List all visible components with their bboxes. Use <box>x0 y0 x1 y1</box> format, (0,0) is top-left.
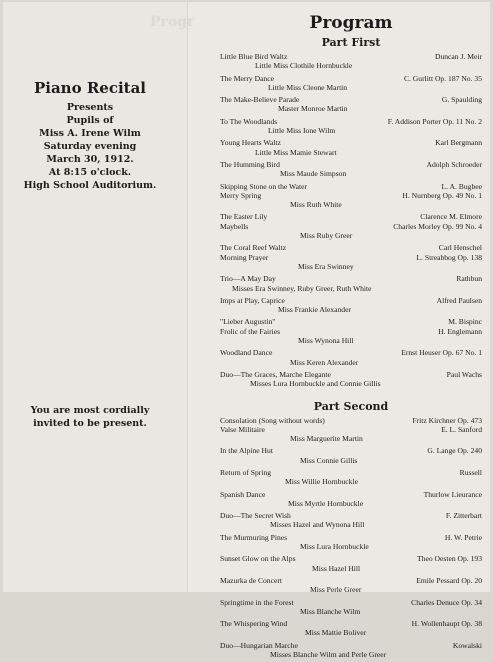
part-first-list <box>220 52 482 392</box>
piece-row <box>220 619 482 628</box>
piece-row <box>220 554 482 563</box>
composer: H. Englemann <box>438 327 482 336</box>
piece-title: Merry Spring <box>220 191 261 200</box>
performer: Miss Wynona Hill <box>220 336 482 345</box>
teacher-name: Miss A. Irene Wilm <box>10 127 170 140</box>
piece-row <box>220 117 482 126</box>
composer: F. Addison Porter Op. 11 No. 2 <box>388 117 482 126</box>
program-entry <box>220 416 482 447</box>
piece-title: Skipping Stone on the Water <box>220 182 307 191</box>
piece-title: Spanish Dance <box>220 490 265 499</box>
performer: Miss Connie Gillis <box>220 456 482 465</box>
piece-row <box>220 327 482 336</box>
piece-row <box>220 191 482 200</box>
performer: Misses Era Swinney, Ruby Greer, Ruth White <box>220 284 482 293</box>
composer: Charles Morley Op. 99 No. 4 <box>393 222 482 231</box>
piece-title: Duo—The Secret Wish <box>220 511 291 520</box>
piece-title: The Merry Dance <box>220 74 274 83</box>
program-entry <box>220 317 482 348</box>
composer: L. Streabbog Op. 138 <box>416 253 482 262</box>
composer: E. L. Sanford <box>441 425 482 434</box>
program-entry <box>220 274 482 296</box>
composer: Russell <box>460 468 482 477</box>
program-entry <box>220 95 482 117</box>
composer: Charles Denuce Op. 34 <box>411 598 482 607</box>
composer: Alfred Paulsen <box>437 296 482 305</box>
piece-title: Springtime in the Forest <box>220 598 294 607</box>
composer: C. Gurlitt Op. 187 No. 35 <box>404 74 482 83</box>
program-entry <box>220 74 482 96</box>
composer: Karl Bergmann <box>435 138 482 147</box>
program-title: Program <box>220 12 482 34</box>
composer: Clarence M. Elmore <box>420 212 482 221</box>
piece-title: Sunset Glow on the Alps <box>220 554 296 563</box>
event-day: Saturday evening <box>10 140 170 153</box>
performer: Miss Ruth White <box>220 200 482 209</box>
page-fold <box>187 2 189 592</box>
piece-row <box>220 490 482 499</box>
performer: Misses Hazel and Wynona Hill <box>220 520 482 529</box>
performer: Miss Mattie Boliver <box>220 628 482 637</box>
event-date: March 30, 1912. <box>10 153 170 166</box>
performer: Miss Blanche Wilm <box>220 607 482 616</box>
program-entry <box>220 243 482 274</box>
program-entry <box>220 619 482 641</box>
composer: Ernst Heuser Op. 67 No. 1 <box>401 348 482 357</box>
composer: H. Nurnberg Op. 49 No. 1 <box>402 191 482 200</box>
event-time: At 8:15 o'clock. <box>10 166 170 179</box>
program-entry <box>220 468 482 490</box>
piece-title: Maybells <box>220 222 248 231</box>
piece-row <box>220 641 482 650</box>
performer: Miss Frankie Alexander <box>220 305 482 314</box>
piece-title: Frolic of the Fairies <box>220 327 280 336</box>
piece-row <box>220 243 482 252</box>
bleed-through-text: Progr <box>150 14 194 30</box>
program-entry <box>220 296 482 318</box>
program-entry <box>220 598 482 620</box>
performer: Master Monroe Martin <box>220 104 482 113</box>
piece-row <box>220 138 482 147</box>
piece-row <box>220 296 482 305</box>
pupils-of-line: Pupils of <box>10 114 170 127</box>
piece-title: Valse Militaire <box>220 425 265 434</box>
recital-title: Piano Recital <box>10 78 170 98</box>
performer: Miss Lura Hornbuckle <box>220 542 482 551</box>
program-entry <box>220 446 482 468</box>
piece-row <box>220 576 482 585</box>
piece-title: The Make-Believe Parade <box>220 95 299 104</box>
performer: Misses Blanche Wilm and Perle Greer <box>220 650 482 659</box>
composer: Kowalski <box>453 641 482 650</box>
piece-title: The Whispering Wind <box>220 619 287 628</box>
part-first-heading: Part First <box>220 36 482 50</box>
invite-line-1: You are most cordially <box>10 404 170 417</box>
composer: G. Spaulding <box>442 95 482 104</box>
performer: Little Miss Mamie Stewart <box>220 148 482 157</box>
program-entry <box>220 160 482 182</box>
piece-title: Morning Prayer <box>220 253 268 262</box>
program-entry <box>220 554 482 576</box>
piece-row <box>220 511 482 520</box>
performer: Miss Keren Alexander <box>220 358 482 367</box>
performer: Miss Maude Simpson <box>220 169 482 178</box>
presents-line: Presents <box>10 101 170 114</box>
composer: M. Bispinc <box>448 317 482 326</box>
performer: Miss Ruby Greer <box>220 231 482 240</box>
piece-row <box>220 370 482 379</box>
performer: Misses Lura Hornbuckle and Connie Gillis <box>220 379 482 388</box>
composer: Carl Henschel <box>439 243 482 252</box>
composer: Paul Wachs <box>447 370 482 379</box>
part-second-list <box>220 416 482 662</box>
piece-row <box>220 274 482 283</box>
part-second-heading: Part Second <box>220 400 482 414</box>
piece-row <box>220 212 482 221</box>
composer: G. Lange Op. 240 <box>427 446 482 455</box>
performer: Little Miss Clothile Hornbuckle <box>220 61 482 70</box>
piece-title: The Easter Lily <box>220 212 267 221</box>
piece-title: The Coral Reef Waltz <box>220 243 286 252</box>
piece-row <box>220 425 482 434</box>
program-entry <box>220 641 482 662</box>
composer: Emile Pessard Op. 20 <box>416 576 482 585</box>
piece-title: Imps at Play, Caprice <box>220 296 285 305</box>
piece-title: Trio—A May Day <box>220 274 276 283</box>
program-entry <box>220 212 482 243</box>
piece-row <box>220 95 482 104</box>
piece-row <box>220 52 482 61</box>
piece-title: Young Hearts Waltz <box>220 138 281 147</box>
performer: Miss Willie Hornbuckle <box>220 477 482 486</box>
piece-title: Return of Spring <box>220 468 271 477</box>
program-entry <box>220 533 482 555</box>
composer: Fritz Kirchner Op. 473 <box>412 416 482 425</box>
piece-title: Mazurka de Concert <box>220 576 282 585</box>
piece-row <box>220 317 482 326</box>
performer: Little Miss Ione Wilm <box>220 126 482 135</box>
piece-row <box>220 598 482 607</box>
piece-row <box>220 182 482 191</box>
recital-announcement <box>10 78 170 192</box>
composer: F. Zitterbart <box>446 511 482 520</box>
composer: Theo Oesten Op. 193 <box>417 554 482 563</box>
program-entry <box>220 511 482 533</box>
program-panel <box>220 12 482 662</box>
performer: Miss Era Swinney <box>220 262 482 271</box>
program-entry <box>220 138 482 160</box>
piece-title: The Murmuring Pines <box>220 533 287 542</box>
piece-row <box>220 253 482 262</box>
program-entry <box>220 182 482 213</box>
program-entry <box>220 576 482 598</box>
program-entry <box>220 370 482 392</box>
program-entry <box>220 490 482 512</box>
event-venue: High School Auditorium. <box>10 179 170 192</box>
piece-row <box>220 533 482 542</box>
piece-title: Duo—The Graces, Marche Elegante <box>220 370 331 379</box>
piece-row <box>220 222 482 231</box>
piece-row <box>220 74 482 83</box>
invite-line-2: invited to be present. <box>10 417 170 430</box>
performer: Miss Myrtle Hornbuckle <box>220 499 482 508</box>
piece-row <box>220 416 482 425</box>
composer: Thurlow Lieurance <box>424 490 482 499</box>
program-entry <box>220 348 482 370</box>
piece-title: Woodland Dance <box>220 348 272 357</box>
piece-row <box>220 446 482 455</box>
performer: Miss Perle Greer <box>220 585 482 594</box>
program-entry <box>220 52 482 74</box>
piece-title: Duo—Hungarian Marche <box>220 641 298 650</box>
piece-row <box>220 468 482 477</box>
piece-title: To The Woodlands <box>220 117 277 126</box>
composer: H. Wollenhaupt Op. 38 <box>412 619 482 628</box>
program-entry <box>220 117 482 139</box>
piece-title: "Lieber Augustin" <box>220 317 275 326</box>
piece-title: Little Blue Bird Waltz <box>220 52 287 61</box>
piece-title: The Humming Bird <box>220 160 280 169</box>
composer: Adolph Schroeder <box>427 160 482 169</box>
composer: L. A. Bugbee <box>442 182 483 191</box>
performer: Miss Hazel Hill <box>220 564 482 573</box>
piece-title: Consolation (Song without words) <box>220 416 325 425</box>
piece-row <box>220 160 482 169</box>
performer: Little Miss Cleone Martin <box>220 83 482 92</box>
piece-title: In the Alpine Hut <box>220 446 273 455</box>
composer: Rathbun <box>456 274 482 283</box>
composer: Duncan J. Meir <box>435 52 482 61</box>
performer: Miss Marguerite Martin <box>220 434 482 443</box>
composer: H. W. Petrie <box>445 533 482 542</box>
piece-row <box>220 348 482 357</box>
invitation <box>10 404 170 430</box>
